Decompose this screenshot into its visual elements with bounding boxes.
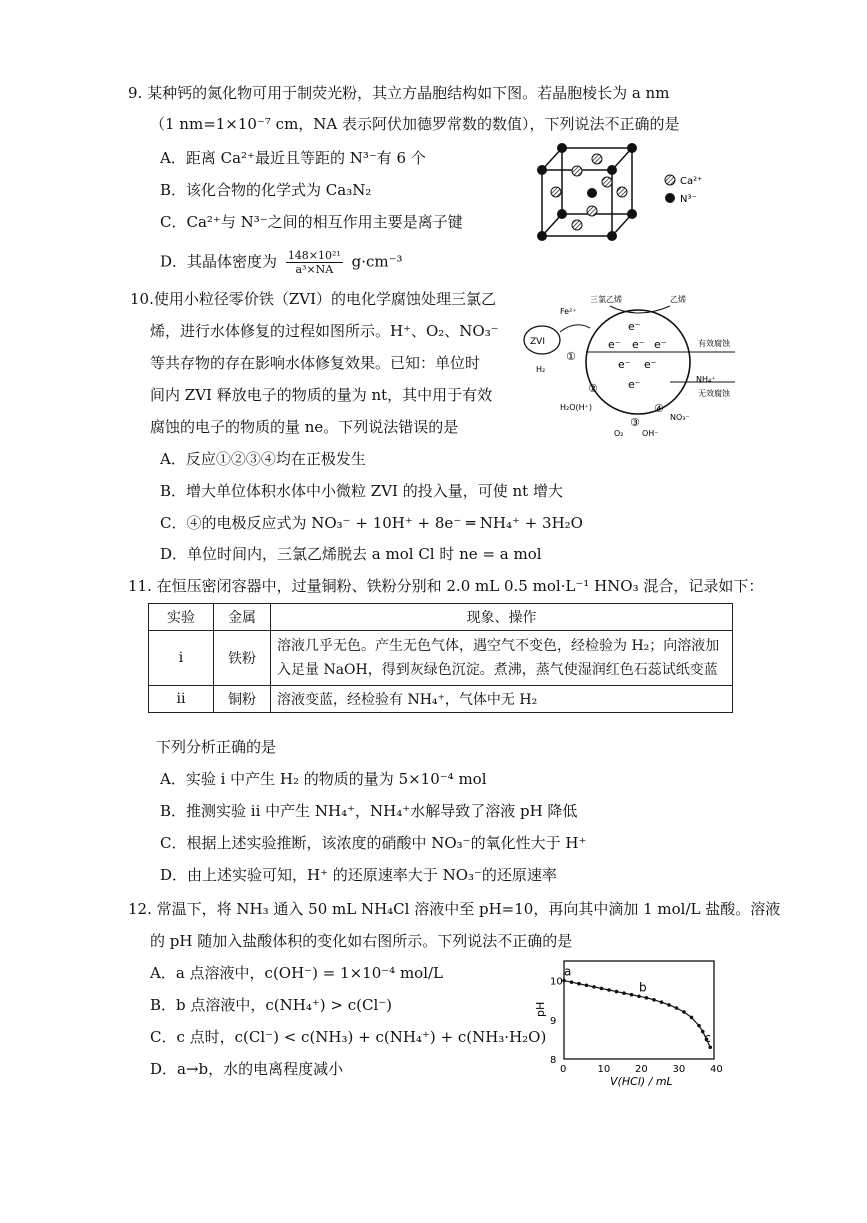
data-point [645,996,649,1000]
fe-label: Fe²⁺ [560,307,577,316]
x-axis-label: V(HCl) / mL [610,1075,673,1088]
h2-label: H₂ [536,365,546,374]
table-row [149,631,733,686]
y-tick-label: 8 [550,1055,557,1066]
reaction-2-label: ② [588,382,598,395]
q9-option-d [160,249,403,276]
q10-stem-line1: 10.使用小粒径零价铁（ZVI）的电化学腐蚀处理三氯乙 [130,290,497,308]
data-point [652,998,656,1002]
data-point [607,988,611,992]
q9-option-a: A．距离 Ca²⁺最近且等距的 N³⁻有 6 个 [160,149,426,167]
table-cell: 溶液变蓝，经检验有 NH₄⁺，气体中无 H₂ [271,686,733,713]
electron-label: e⁻ [654,338,667,351]
data-point [585,984,589,988]
table-header: 现象、操作 [271,604,733,631]
q11-option-c: C．根据上述实验推断，该浓度的硝酸中 NO₃⁻的氧化性大于 H⁺ [160,834,587,852]
q11-stem: 11. 在恒压密闭容器中，过量铜粉、铁粉分别和 2.0 mL 0.5 mol·L⁻¹ HNO₃ 混合，记录如下： [128,577,764,595]
q9-stem-line1: 9. 某种钙的氮化物可用于制荧光粉，其立方晶胞结构如下图。若晶胞棱长为 a nm [128,84,670,102]
data-point [562,979,566,983]
n-legend-label: N³⁻ [680,194,697,205]
data-point [600,987,604,991]
data-point [570,980,574,984]
electron-label: e⁻ [644,358,657,371]
ethylene-label: 乙烯 [670,295,686,304]
q9-density-unit: g·cm⁻³ [351,252,403,271]
q11-option-a: A．实验 i 中产生 H₂ 的物质的量为 5×10⁻⁴ mol [160,770,487,788]
table-cell: i [149,631,214,686]
plot-frame [564,961,714,1059]
electron-label: e⁻ [632,338,645,351]
tce-label: 三氯乙烯 [590,295,622,304]
table-header: 实验 [149,604,214,631]
data-point [667,1003,671,1007]
data-point [615,990,619,994]
data-point [630,993,634,997]
x-tick-label: 30 [672,1064,686,1075]
q9-option-b: B．该化合物的化学式为 Ca₃N₂ [160,181,372,199]
data-point [577,982,581,986]
table-row [149,686,733,713]
table-cell: 铜粉 [214,686,271,713]
h2o-label: H₂O(H⁺) [560,403,592,412]
data-point [660,1000,664,1004]
data-point [690,1016,694,1020]
x-tick-label: 20 [635,1064,648,1075]
electron-label: e⁻ [628,378,641,391]
no3-label: NO₃⁻ [670,413,690,422]
y-tick-label: 9 [550,1015,557,1027]
q9-stem-line2: （1 nm=1×10⁻⁷ cm，NA 表示阿伏加德罗常数的数值），下列说法不正确的是 [150,115,680,133]
table-header: 金属 [214,604,271,631]
data-point [682,1010,686,1014]
n-legend-icon [665,193,675,203]
q11-prompt: 下列分析正确的是 [156,738,277,756]
effective-corrosion-label: 有效腐蚀 [698,339,730,348]
q10-option-d: D．单位时间内，三氯乙烯脱去 a mol Cl 时 ne = a mol [160,545,542,563]
q10-stem-line4: 间内 ZVI 释放电子的物质的量为 nt，其中用于有效 [150,386,493,404]
q10-stem-line3: 等共存物的存在影响水体修复效果。已知：单位时 [150,354,481,372]
experiment-table [148,603,733,713]
q10-option-c: C．④的电极反应式为 NO₃⁻ + 10H⁺ + 8e⁻ ═ NH₄⁺ + 3H₂O [160,514,583,532]
electron-label: e⁻ [608,338,621,351]
zvi-corrosion-figure [520,290,750,440]
table-cell: 铁粉 [214,631,271,686]
data-point [637,994,641,998]
ca-legend-label: Ca²⁺ [680,176,703,187]
electron-label: e⁻ [628,320,641,333]
ineffective-corrosion-label: 无效腐蚀 [698,389,730,398]
data-point [622,991,626,995]
q10-stem-line5: 腐蚀的电子的物质的量 ne。下列说法错误的是 [150,418,459,436]
reaction-1-label: ① [566,350,576,363]
nh4-label: NH₄⁺ [696,375,716,384]
point-label-b: b [639,980,647,995]
q12-stem-line1: 12. 常温下，将 NH₃ 通入 50 mL NH₄Cl 溶液中至 pH=10，再向其中滴加 1 mol/L 盐酸。溶液 [128,900,781,918]
q11-option-b: B．推测实验 ii 中产生 NH₄⁺，NH₄⁺水解导致了溶液 pH 降低 [160,802,578,820]
q12-option-a: A．a 点溶液中，c(OH⁻) = 1×10⁻⁴ mol/L [150,964,444,982]
o2-label: O₂ [614,429,624,438]
q9-option-c: C．Ca²⁺与 N³⁻之间的相互作用主要是离子键 [160,213,463,231]
x-tick-label: 40 [710,1064,723,1075]
zvi-label: ZVI [530,337,545,347]
data-point [697,1024,701,1028]
point-label-c: c [704,1031,711,1046]
ca-legend-icon [665,175,675,185]
table-cell: 溶液几乎无色。产生无色气体，遇空气不变色，经检验为 H₂；向溶液加入足量 NaOH，得到灰绿色沉淀。煮沸，蒸气使湿润红色石蕊试纸变蓝 [271,631,733,686]
reaction-3-label: ③ [630,416,640,429]
q9-density-denominator: a³×NA [295,263,334,276]
table-header-row [149,604,733,631]
q12-option-c: C．c 点时，c(Cl⁻) < c(NH₃) + c(NH₄⁺) + c(NH₃·H₂O) [150,1028,547,1046]
q12-stem-line2: 的 pH 随加入盐酸体积的变化如右图所示。下列说法不正确的是 [150,932,573,950]
electron-label: e⁻ [618,358,631,371]
q9-density-numerator: 148×10²¹ [287,249,341,262]
x-tick-label: 10 [597,1064,611,1075]
crystal-cell-figure [530,138,730,248]
point-label-a: a [564,964,572,979]
ph-curve [564,981,710,1048]
y-axis-label: pH [534,1001,547,1017]
x-tick-label: 0 [560,1064,567,1075]
data-point [592,985,596,989]
q10-option-b: B．增大单位体积水体中小微粒 ZVI 的投入量，可使 nt 增大 [160,482,563,500]
oh-label: OH⁻ [642,429,659,438]
q10-option-a: A．反应①②③④均在正极发生 [160,450,366,468]
table-cell: ii [149,686,214,713]
ph-chart [530,955,730,1090]
q9-option-d-prefix: D．其晶体密度为 [160,252,278,271]
reaction-4-label: ④ [654,402,664,415]
data-point [708,1045,712,1049]
data-point [675,1006,679,1010]
q12-option-d: D．a→b，水的电离程度减小 [150,1060,344,1078]
q12-option-b: B．b 点溶液中，c(NH₄⁺) > c(Cl⁻) [150,996,393,1014]
q10-stem-line2: 烯，进行水体修复的过程如图所示。H⁺、O₂、NO₃⁻ [150,322,499,340]
q11-option-d: D．由上述实验可知，H⁺ 的还原速率大于 NO₃⁻的还原速率 [160,866,557,884]
y-tick-label: 10 [550,976,563,988]
